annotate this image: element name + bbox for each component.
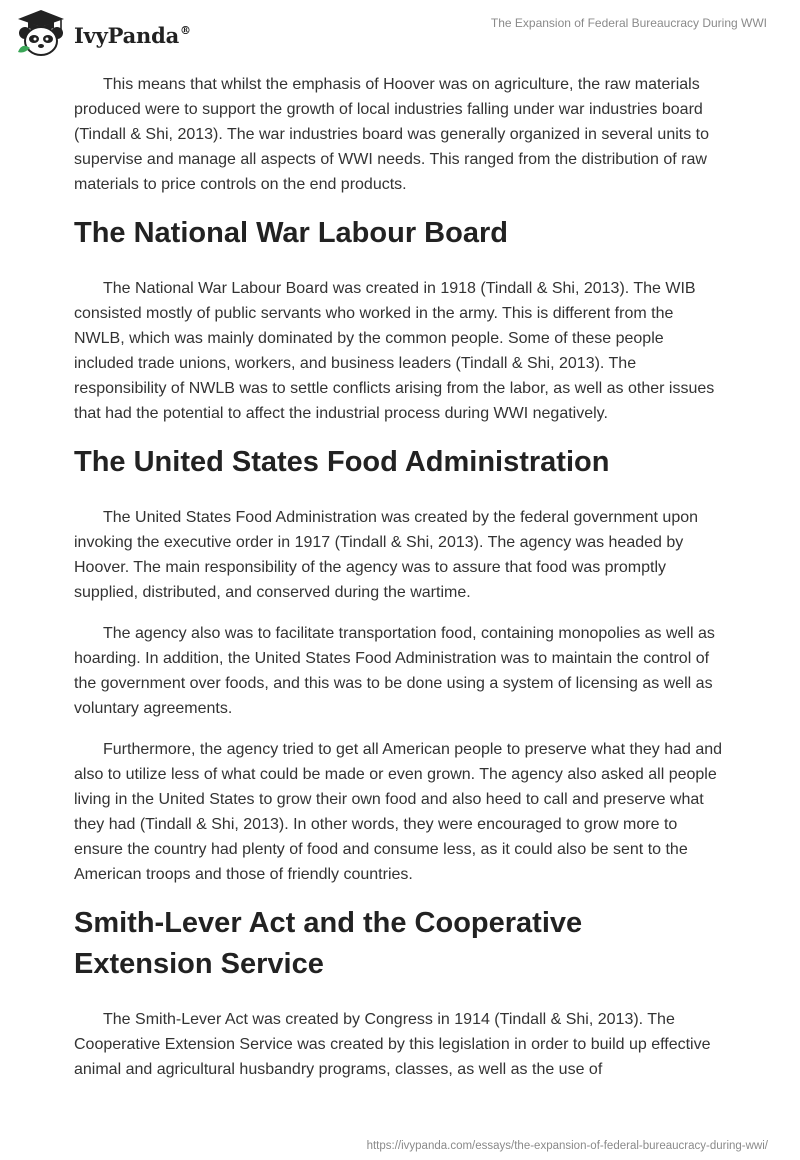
section-heading: The United States Food Administration <box>74 446 610 478</box>
article-body <box>74 72 726 1098</box>
paragraph: The United States Food Administration was created by the federal government upon invoking the executive order in 1917 (Tindall & Shi, 2013). The agency was headed by Hoover. The main responsibility of the agency was to assure that food was promptly supplied, distributed, and conserved during the wartime. <box>74 509 699 601</box>
paragraph: The Smith-Lever Act was created by Congress in 1914 (Tindall & Shi, 2013). The Cooperative Extension Service was created by this legislation in order to build up effective animal and agricultural husbandry programs, classes, as well as the use of <box>74 1011 711 1078</box>
source-url[interactable]: https://ivypanda.com/essays/the-expansion-of-federal-bureaucracy-during-wwi/ <box>366 1140 768 1152</box>
document-title: The Expansion of Federal Bureaucracy During WWI <box>490 16 767 30</box>
paragraph: The National War Labour Board was created in 1918 (Tindall & Shi, 2013). The WIB consisted mostly of public servants who worked in the army. This is different from the NWLB, which was mainly dominated by the common people. Some of these people included trade unions, workers, and business leaders (Tindall & Shi, 2013). The responsibility of NWLB was to settle conflicts arising from the labor, as well as other issues that had the potential to affect the industrial process during WWI negatively. <box>74 280 715 422</box>
section-heading: Smith-Lever Act and the Cooperative Extension Service <box>74 907 583 980</box>
paragraph: Furthermore, the agency tried to get all American people to preserve what they had and also to utilize less of what could be made or even grown. The agency also asked all people living in the United States to grow their own food and also heed to call and preserve what they had (Tindall & Shi, 2013). In other words, they were encouraged to grow more to ensure the country had plenty of food and consume less, as it could also be sent to the American troops and those of friendly countries. <box>74 741 723 883</box>
logo[interactable] <box>14 8 191 58</box>
section-heading: The National War Labour Board <box>74 217 508 249</box>
paragraph: This means that whilst the emphasis of Hoover was on agriculture, the raw materials produced were to support the growth of local industries falling under war industries board (Tindall & Shi, 2013). The war industries board was generally organized in several units to supervise and manage all aspects of WWI needs. This ranged from the distribution of raw materials to price controls on the end products. <box>74 76 709 193</box>
paragraph: The agency also was to facilitate transportation food, containing monopolies as well as hoarding. In addition, the United States Food Administration was to maintain the control of the government over foods, and this was to be done using a system of licensing as well as voluntary agreements. <box>74 625 715 717</box>
brand-name: IvyPanda® <box>74 22 191 48</box>
page-header <box>0 0 800 70</box>
panda-graduate-icon <box>14 8 68 58</box>
